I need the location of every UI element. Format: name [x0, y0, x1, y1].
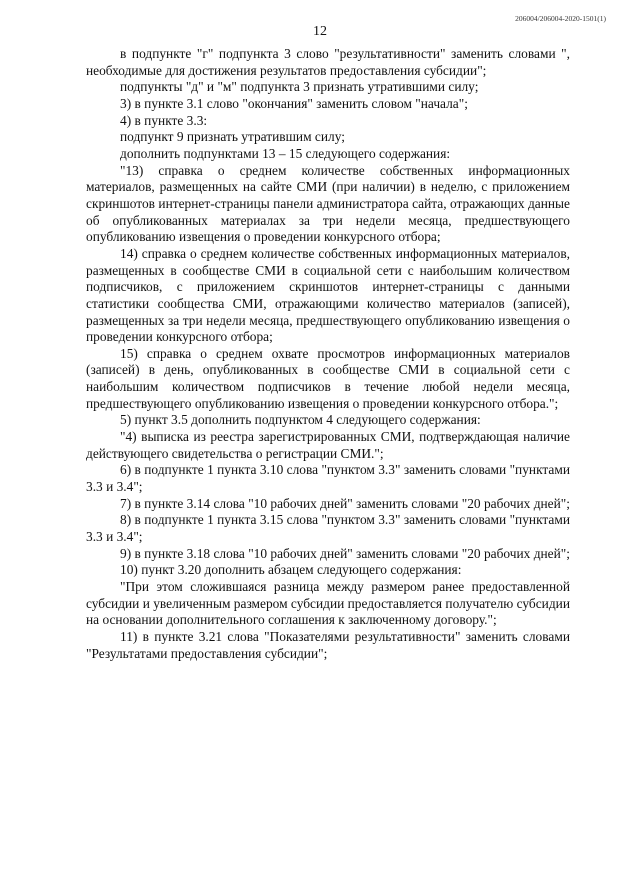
document-body — [86, 46, 570, 662]
paragraph: 3) в пункте 3.1 слово "окончания" заменить словом "начала"; — [120, 95, 468, 111]
paragraph: 8) в подпункте 1 пункта 3.15 слова "пунктом 3.3" заменить словами "пунктами 3.3 и 3.4"; — [86, 512, 570, 545]
paragraph: 6) в подпункте 1 пункта 3.10 слова "пунктом 3.3" заменить словами "пунктами 3.3 и 3.4"; — [86, 462, 570, 495]
paragraph: 14) справка о среднем количестве собственных информационных материалов, размещенных в сообществе СМИ в социальной сети с наибольшим количеством подписчиков, с приложением скриншотов интернет-страницы с данными статистики сообщества СМИ, отражающими количество материалов (записей), размещенных за три недели месяца, предшествующего опубликованию извещения о проведении конкурсного отбора; — [86, 245, 570, 345]
paragraph: 15) справка о среднем охвате просмотров информационных материалов (записей) в день, опубликованных в сообществе СМИ в социальной сети с наибольшим количеством подписчиков в течение любой недели месяца, предшествующего опубликованию извещения о проведении конкурсного отбора."; — [86, 345, 570, 411]
paragraph: "13) справка о среднем количестве собственных информационных материалов, размещенных на сайте СМИ (при наличии) в неделю, с приложением скриншотов интернет-страницы панели администратора сайта, отражающих данные об опубликованных материалах за три недели месяца, предшествующего опубликованию извещения о проведении конкурсного отбора; — [86, 162, 570, 245]
page-number: 12 — [313, 24, 327, 39]
paragraph: 7) в пункте 3.14 слова "10 рабочих дней" заменить словами "20 рабочих дней"; — [120, 495, 570, 511]
paragraph: 5) пункт 3.5 дополнить подпунктом 4 следующего содержания: — [120, 412, 481, 428]
paragraph: дополнить подпунктами 13 – 15 следующего содержания: — [120, 145, 451, 161]
document-code: 206004/206004-2020-1501(1) — [515, 14, 606, 23]
paragraph: подпункт 9 признать утратившим силу; — [120, 129, 345, 145]
paragraph: 10) пункт 3.20 дополнить абзацем следующего содержания: — [120, 562, 462, 578]
paragraph: "При этом сложившаяся разница между размером ранее предоставленной субсидии и увеличенным размером субсидии предоставляется получателю субсидии на основании дополнительного соглашения к заключенному договору."; — [86, 579, 570, 628]
paragraph: 9) в пункте 3.18 слова "10 рабочих дней" заменить словами "20 рабочих дней"; — [120, 545, 570, 561]
paragraph: 4) в пункте 3.3: — [120, 112, 208, 128]
paragraph: подпункты "д" и "м" подпункта 3 признать утратившими силу; — [120, 79, 479, 95]
paragraph: "4) выписка из реестра зарегистрированных СМИ, подтверждающая наличие действующего свидетельства о регистрации СМИ."; — [86, 429, 570, 461]
paragraph: 11) в пункте 3.21 слова "Показателями результативности" заменить словами "Результатами предоставления субсидии"; — [86, 628, 570, 661]
paragraph: в подпункте "г" подпункта 3 слово "результативности" заменить словами ", необходимые для достижения результатов предоставления субсидии"; — [86, 46, 570, 78]
